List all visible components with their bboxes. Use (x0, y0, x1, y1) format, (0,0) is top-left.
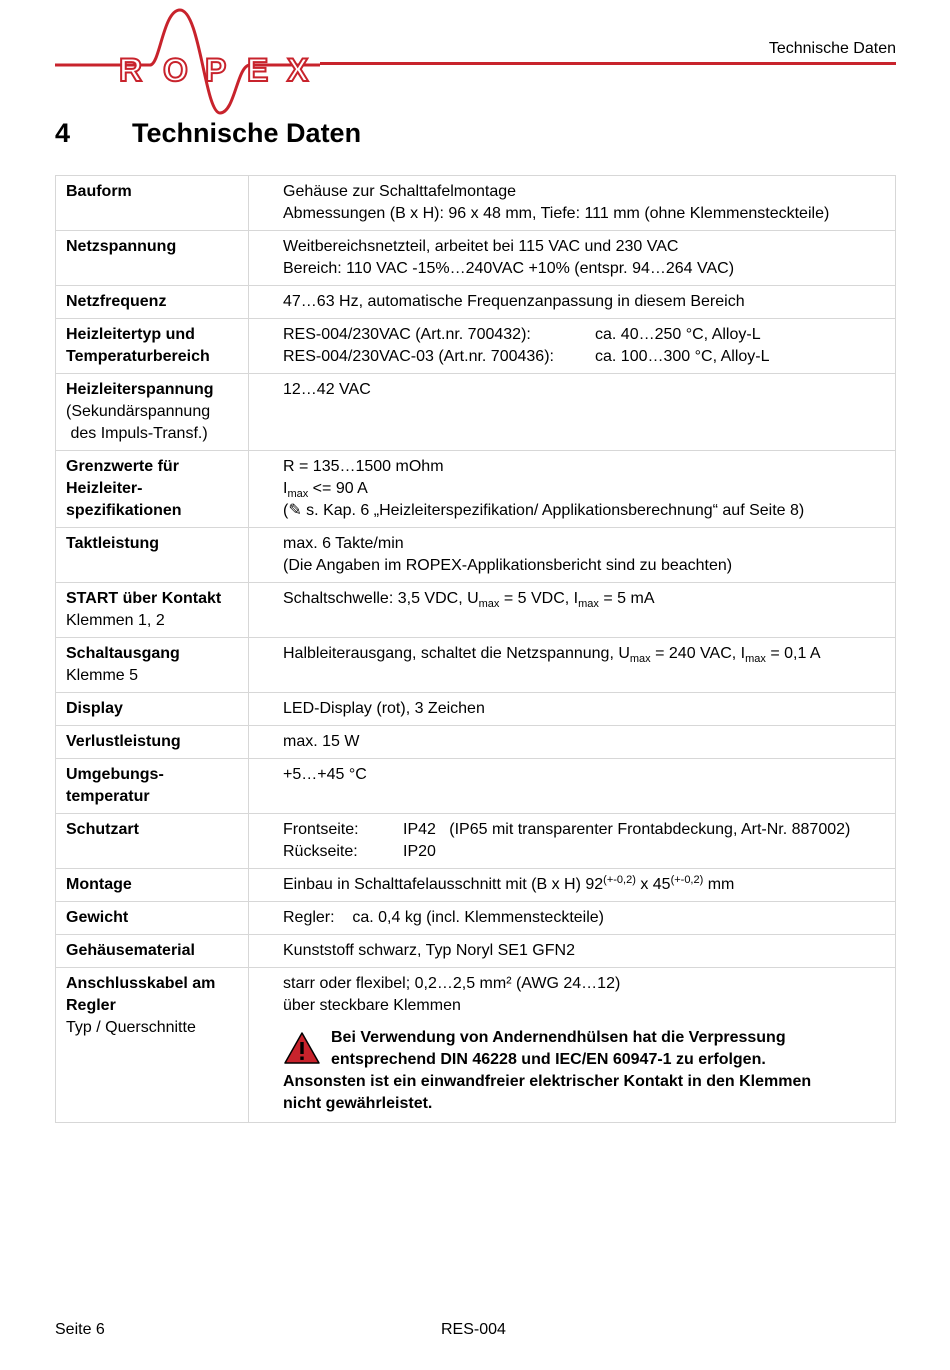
row-sublabel: des Impuls-Transf.) (66, 425, 208, 442)
row-label: Netzspannung (66, 238, 177, 255)
row-value (283, 588, 885, 610)
row-value: 12…42 VAC (283, 381, 371, 398)
row-label: Bauform (66, 183, 132, 200)
model-text: RES-004/230VAC-03 (Art.nr. 700436): (283, 348, 554, 365)
reference-icon: ✎ (288, 502, 302, 519)
header-rule (320, 62, 896, 65)
table-row (56, 374, 896, 451)
table-row (56, 726, 896, 759)
table-row (56, 759, 896, 814)
row-sublabel: Klemmen 1, 2 (66, 612, 165, 629)
ropex-logo (55, 5, 320, 120)
table-row (56, 814, 896, 869)
row-sublabel: Klemme 5 (66, 667, 139, 684)
subscript: max (578, 598, 599, 610)
row-label: Schutzart (66, 821, 139, 838)
current-symbol: I (283, 480, 288, 497)
row-value: LED-Display (rot), 3 Zeichen (283, 700, 485, 717)
superscript: (+-0,2) (670, 874, 704, 886)
row-label: spezifikationen (66, 502, 182, 519)
row-value: max. 15 W (283, 733, 360, 750)
row-value: max. 6 Takte/min (283, 535, 404, 552)
row-value (283, 346, 885, 368)
header-title: Technische Daten (768, 40, 896, 57)
warning-note (283, 1027, 885, 1115)
footer-page: Seite 6 (55, 1321, 105, 1338)
row-label: Montage (66, 876, 132, 893)
table-row (56, 583, 896, 638)
text-part: = 5 VDC, I (499, 590, 579, 607)
row-value: Regler: ca. 0,4 kg (incl. Klemmensteckteile) (283, 909, 605, 926)
side-label: Rückseite: (283, 843, 358, 860)
footer-product: RES-004 (441, 1321, 506, 1338)
row-value: (✎ s. Kap. 6 „Heizleiterspezifikation/ Applikationsberechnung“ auf Seite 8) (283, 502, 805, 519)
model-text: RES-004/230VAC (Art.nr. 700432): (283, 326, 531, 343)
text-part: x 45 (635, 876, 671, 893)
text-part: Schaltschwelle: 3,5 VDC, U (283, 590, 479, 607)
row-value: R = 135…1500 mOhm (283, 458, 444, 475)
text-part: = 5 mA (598, 590, 655, 607)
warning-triangle-icon (283, 1031, 321, 1065)
row-label: Netzfrequenz (66, 293, 167, 310)
row-value: 47…63 Hz, automatische Frequenzanpassung in diesem Bereich (283, 293, 745, 310)
row-value: (Die Angaben im ROPEX-Applikationsbericht sind zu beachten) (283, 557, 733, 574)
section-heading (55, 118, 361, 149)
row-value (283, 478, 885, 500)
subscript: max (745, 653, 766, 665)
spec-table (55, 175, 896, 1123)
row-label: Regler (66, 997, 116, 1014)
row-value: +5…+45 °C (283, 766, 367, 783)
reference-text: s. Kap. 6 „Heizleiterspezifikation/ Applikationsberechnung“ auf Seite 8) (301, 502, 805, 519)
row-label: Heizleiter- (66, 480, 143, 497)
text-part: = 240 VAC, I (650, 645, 746, 662)
row-value: Abmessungen (B x H): 96 x 48 mm, Tiefe: 111 mm (ohne Klemmensteckteile) (283, 205, 830, 222)
row-value: über steckbare Klemmen (283, 997, 461, 1014)
warning-text: Ansonsten ist ein einwandfreier elektrischer Kontakt in den Klemmen (283, 1073, 812, 1090)
row-label: Umgebungs- (66, 766, 164, 783)
warning-text: nicht gewährleistet. (283, 1095, 433, 1112)
row-label: Verlustleistung (66, 733, 181, 750)
table-row (56, 319, 896, 374)
side-label: Frontseite: (283, 821, 359, 838)
row-label: Anschlusskabel am (66, 975, 216, 992)
row-sublabel: (Sekundärspannung (66, 403, 211, 420)
row-label: Grenzwerte für (66, 458, 179, 475)
row-label: temperatur (66, 788, 150, 805)
table-row (56, 231, 896, 286)
section-title: Technische Daten (132, 118, 362, 148)
row-label: Gehäusematerial (66, 942, 195, 959)
table-row (56, 638, 896, 693)
text-part: Halbleiterausgang, schaltet die Netzspannung, U (283, 645, 630, 662)
table-row (56, 869, 896, 902)
logo-letter-o: O (163, 52, 188, 88)
range-text: ca. 40…250 °C, Alloy-L (595, 326, 761, 343)
row-value (283, 841, 885, 863)
row-value: starr oder flexibel; 0,2…2,5 mm² (AWG 24…12) (283, 975, 621, 992)
row-label: Schaltausgang (66, 645, 180, 662)
subscript: max (478, 598, 500, 610)
table-row (56, 176, 896, 231)
side-value: IP42 (IP65 mit transparenter Frontabdeckung, Art-Nr. 887002) (403, 821, 851, 838)
section-number: 4 (55, 118, 71, 148)
warning-text: Bei Verwendung von Andernendhülsen hat die Verpressung (331, 1029, 786, 1046)
row-value: Bereich: 110 VAC -15%…240VAC +10% (entspr. 94…264 VAC) (283, 260, 735, 277)
table-row (56, 935, 896, 968)
subscript: max (287, 488, 309, 500)
row-label: START über Kontakt (66, 590, 222, 607)
table-row (56, 693, 896, 726)
row-value: Gehäuse zur Schalttafelmontage (283, 183, 517, 200)
row-value (283, 874, 885, 896)
side-value: IP20 (403, 843, 436, 860)
row-value: Kunststoff schwarz, Typ Noryl SE1 GFN2 (283, 942, 575, 959)
range-text: ca. 100…300 °C, Alloy-L (595, 348, 770, 365)
row-value (283, 643, 885, 665)
table-row (56, 902, 896, 935)
row-sublabel: Typ / Querschnitte (66, 1019, 196, 1036)
logo-letter-x: X (287, 52, 309, 88)
row-value: Weitbereichsnetzteil, arbeitet bei 115 VAC und 230 VAC (283, 238, 679, 255)
text-part: mm (703, 876, 735, 893)
row-label: Temperaturbereich (66, 348, 210, 365)
table-row (56, 968, 896, 1123)
logo-letter-p: P (205, 52, 227, 88)
row-value (283, 324, 885, 346)
table-row (56, 451, 896, 528)
logo-letter-e: E (247, 52, 269, 88)
text-part: Einbau in Schalttafelausschnitt mit (B x H) 92 (283, 876, 604, 893)
table-row (56, 286, 896, 319)
logo-letter-r: R (119, 52, 143, 88)
row-label: Heizleitertyp und (66, 326, 195, 343)
subscript: max (629, 653, 651, 665)
row-value (283, 819, 885, 841)
superscript: (+-0,2) (603, 874, 636, 886)
text-part: = 0,1 A (765, 645, 821, 662)
current-value: <= 90 A (308, 480, 368, 497)
row-label: Heizleiterspannung (66, 381, 214, 398)
row-label: Gewicht (66, 909, 129, 926)
warning-text: entsprechend DIN 46228 und IEC/EN 60947-1 zu erfolgen. (331, 1051, 766, 1068)
row-label: Taktleistung (66, 535, 160, 552)
table-row (56, 528, 896, 583)
row-label: Display (66, 700, 123, 717)
